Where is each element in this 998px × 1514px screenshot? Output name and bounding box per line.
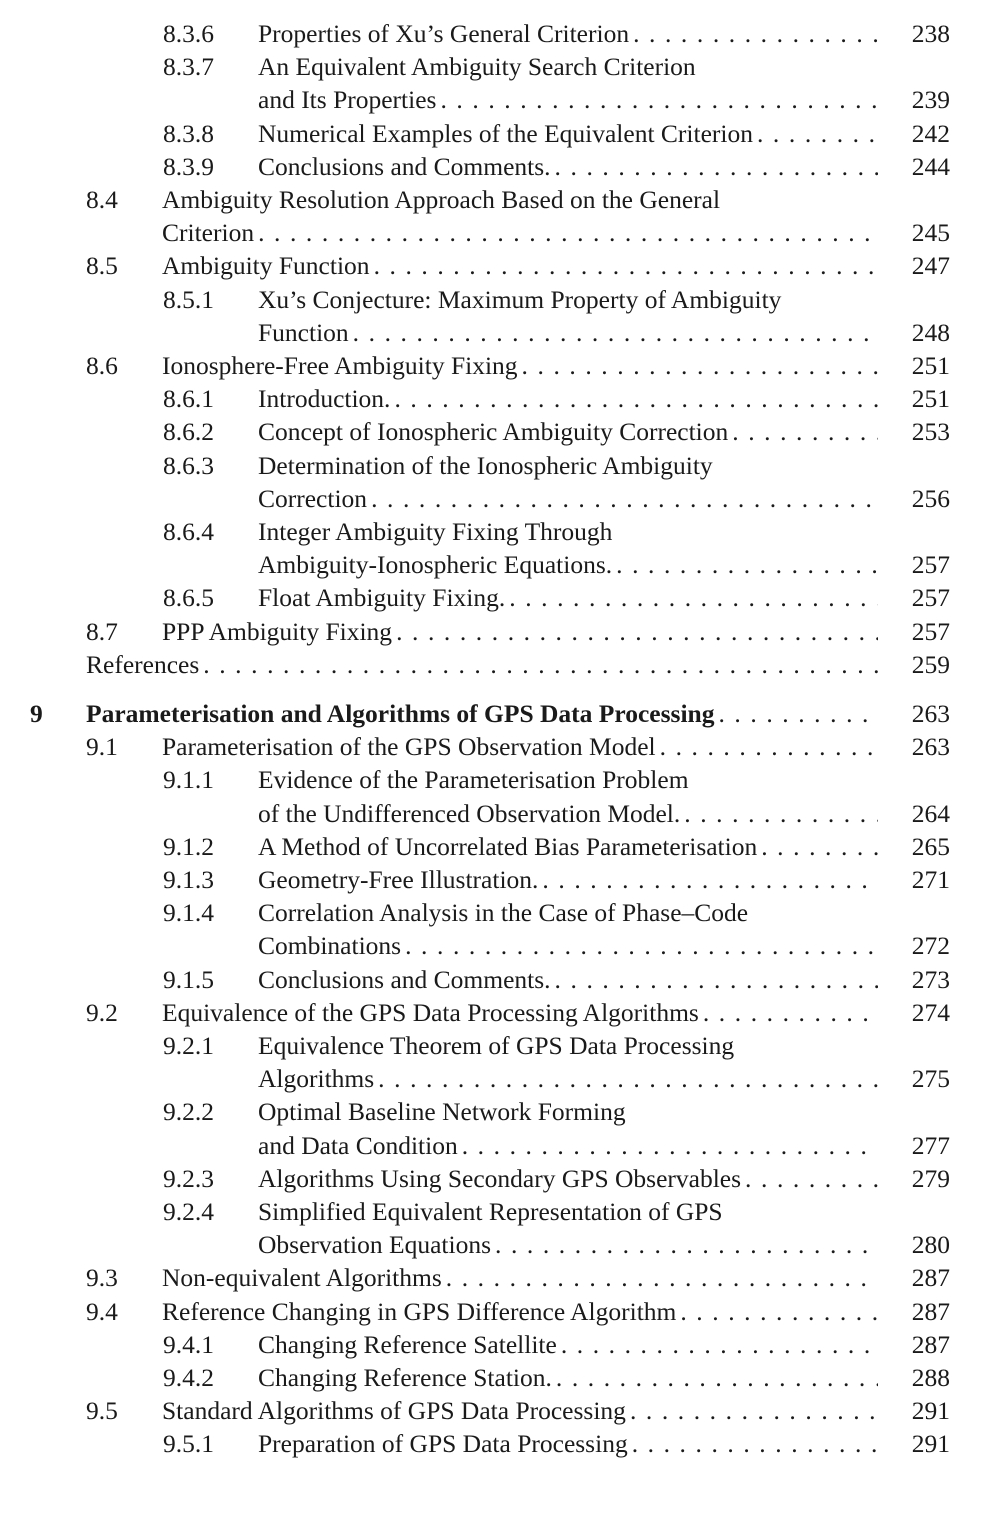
toc-entry — [0, 17, 998, 50]
toc-entry — [0, 249, 998, 282]
toc-entry-number: 9.2 — [86, 997, 118, 1027]
toc-entry — [0, 1295, 998, 1328]
dot-leader — [542, 863, 878, 896]
toc-entry-title: Reference Changing in GPS Difference Algorithm — [162, 1296, 677, 1326]
toc-entry-title: Concept of Ionospheric Ambiguity Correction — [258, 417, 729, 447]
toc-entry-number: 8.6.2 — [163, 417, 214, 447]
toc-entry-number: 8.6.3 — [163, 450, 214, 480]
dot-leader — [446, 1261, 878, 1294]
toc-entry-title: Simplified Equivalent Representation of GPS — [258, 1197, 723, 1226]
toc-entry — [0, 615, 998, 648]
toc-entry-title: Algorithms Using Secondary GPS Observables — [258, 1163, 742, 1193]
toc-entry-title: Criterion — [162, 218, 255, 248]
toc-entry-title: Equivalence of the GPS Data Processing Algorithms — [162, 997, 699, 1027]
toc-entry-number: 9.5 — [86, 1396, 118, 1426]
toc-entry-title: Geometry-Free Illustration. — [258, 865, 539, 894]
toc-page-number: 256 — [911, 483, 950, 513]
toc-entry — [0, 150, 998, 183]
toc-entry — [0, 382, 998, 415]
toc-entry-number: 8.6.5 — [163, 583, 214, 613]
toc-entry-title: A Method of Uncorrelated Bias Parameterisation — [258, 831, 758, 861]
toc-page-number: 239 — [911, 85, 950, 115]
toc-entry-title: Integer Ambiguity Fixing Through — [258, 517, 613, 546]
toc-entry-number: 9.1.2 — [163, 831, 214, 861]
toc-entry-number: 9.1 — [86, 732, 118, 762]
toc-entry-title: Numerical Examples of the Equivalent Criterion — [258, 118, 753, 148]
dot-leader — [632, 1427, 878, 1460]
toc-entry-title: Correlation Analysis in the Case of Phase–Code — [258, 898, 749, 928]
dot-leader — [745, 1162, 878, 1195]
toc-entry-title: Ambiguity Function — [162, 251, 370, 281]
toc-entry-title: and Data Condition — [258, 1130, 458, 1160]
toc-entry — [0, 896, 998, 962]
dot-leader — [703, 996, 878, 1029]
toc-entry — [0, 1162, 998, 1195]
toc-entry — [0, 996, 998, 1029]
toc-entry-title: Properties of Xu’s General Criterion — [258, 19, 630, 48]
toc-page-number: 263 — [911, 732, 950, 762]
toc-entry — [0, 1328, 998, 1361]
toc-entry-title: Algorithms — [258, 1064, 375, 1094]
dot-leader — [561, 1328, 878, 1361]
toc-entry-title: An Equivalent Ambiguity Search Criterion — [258, 52, 696, 82]
toc-page-number: 238 — [911, 19, 950, 48]
toc-page-number: 257 — [911, 550, 950, 580]
toc-entry-number: 8.6.4 — [163, 517, 214, 546]
dot-leader — [203, 648, 878, 681]
toc-entry — [0, 1427, 998, 1460]
toc-page-number: 265 — [911, 831, 950, 861]
toc-page-number: 257 — [911, 616, 950, 646]
toc-entry-number: 9.1.4 — [163, 898, 214, 928]
toc-entry-title: Correction — [258, 483, 368, 513]
toc-page-number: 253 — [911, 417, 950, 447]
toc-page-number: 272 — [911, 931, 950, 961]
toc-page-number: 244 — [911, 151, 950, 181]
dot-leader — [556, 1361, 878, 1394]
toc-entry-number: 9.3 — [86, 1263, 118, 1293]
toc-entry-title: Function — [258, 317, 349, 347]
toc-page-number: 264 — [911, 798, 950, 828]
toc-entry-number: 9.4 — [86, 1296, 118, 1326]
toc-entry-number: 9.1.5 — [163, 964, 214, 994]
toc-entry-title: Float Ambiguity Fixing. — [258, 583, 506, 613]
toc-entry-title: Observation Equations — [258, 1230, 491, 1260]
toc-entry — [0, 283, 998, 349]
toc-entry — [0, 349, 998, 382]
dot-leader — [396, 615, 878, 648]
toc-page-number: 287 — [911, 1296, 950, 1326]
toc-entry-title: Non-equivalent Algorithms — [162, 1263, 442, 1293]
toc-entry-number: 9 — [30, 699, 43, 728]
toc-page-number: 277 — [911, 1130, 950, 1160]
dot-leader — [495, 1228, 878, 1261]
toc-entry-number: 8.5 — [86, 251, 118, 281]
toc-entry-title: Preparation of GPS Data Processing — [258, 1429, 628, 1459]
toc-entry — [0, 1029, 998, 1095]
toc-page-number: 288 — [911, 1363, 950, 1392]
toc-entry — [0, 1394, 998, 1427]
toc-entry-title: Parameterisation of the GPS Observation Model — [162, 732, 656, 762]
dot-leader — [680, 1295, 878, 1328]
toc-chapter-entry — [0, 697, 998, 730]
toc-page-number: 257 — [911, 583, 950, 613]
toc-entry — [0, 415, 998, 448]
dot-leader — [440, 83, 878, 116]
toc-entry-title: PPP Ambiguity Fixing — [162, 616, 393, 646]
dot-leader — [509, 581, 878, 614]
toc-entry-title: Xu’s Conjecture: Maximum Property of Ambiguity — [258, 284, 782, 314]
toc-entry-title: Conclusions and Comments. — [258, 151, 551, 181]
toc-entry-number: 9.1.3 — [163, 865, 214, 894]
toc-page-number: 242 — [911, 118, 950, 148]
dot-leader — [761, 830, 878, 863]
toc-page-number: 274 — [911, 997, 950, 1027]
dot-leader — [630, 1394, 878, 1427]
dot-leader — [757, 117, 878, 150]
toc-entry-number: 9.4.1 — [163, 1329, 214, 1359]
toc-page-number: 245 — [911, 218, 950, 248]
toc-page-number: 280 — [911, 1230, 950, 1260]
toc-entry-title: Ionosphere-Free Ambiguity Fixing — [162, 351, 518, 380]
toc-entry — [0, 117, 998, 150]
toc-entry — [0, 963, 998, 996]
toc-page-number: 263 — [911, 699, 950, 728]
toc-entry — [0, 863, 998, 896]
toc-entry — [0, 730, 998, 763]
toc-entry-number: 9.5.1 — [163, 1429, 214, 1459]
toc-page-number: 248 — [911, 317, 950, 347]
toc-entry-number: 8.4 — [86, 185, 118, 214]
dot-leader — [378, 1062, 878, 1095]
toc-page-number: 275 — [911, 1064, 950, 1094]
toc-entry-title: Ambiguity-Ionospheric Equations. — [258, 550, 613, 580]
toc-entry-number: 8.5.1 — [163, 284, 214, 314]
dot-leader — [633, 17, 878, 50]
toc-entry-number: 8.3.7 — [163, 52, 214, 82]
toc-entry-title: Combinations — [258, 931, 402, 961]
toc-entry — [0, 1095, 998, 1161]
toc-entry-title: of the Undifferenced Observation Model. — [258, 798, 681, 828]
toc-entry-title: Conclusions and Comments. — [258, 964, 551, 994]
toc-entry-title: Determination of the Ionospheric Ambiguity — [258, 450, 713, 480]
dot-leader — [684, 797, 878, 830]
dot-leader — [522, 349, 878, 382]
toc-entry-number: 8.6.1 — [163, 384, 214, 414]
dot-leader — [555, 150, 878, 183]
toc-entry — [0, 50, 998, 116]
toc-page-number: 273 — [911, 964, 950, 994]
toc-entry-number: 8.3.6 — [163, 19, 214, 48]
dot-leader — [718, 697, 878, 730]
toc-entry — [0, 830, 998, 863]
toc-entry — [0, 1361, 998, 1394]
toc-entry — [0, 581, 998, 614]
toc-page-number: 251 — [911, 384, 950, 414]
dot-leader — [394, 382, 878, 415]
dot-leader — [462, 1129, 878, 1162]
dot-leader — [555, 963, 878, 996]
toc-page-number: 291 — [911, 1396, 950, 1426]
dot-leader — [371, 482, 878, 515]
dot-leader — [732, 415, 878, 448]
dot-leader — [405, 929, 878, 962]
toc-entry — [0, 449, 998, 515]
toc-entry-number: 8.3.8 — [163, 118, 214, 148]
toc-entry-title: Equivalence Theorem of GPS Data Processing — [258, 1031, 735, 1060]
toc-page-number: 247 — [911, 251, 950, 281]
toc-entry-number: 9.2.2 — [163, 1097, 214, 1127]
toc-entry-title: Introduction. — [258, 384, 391, 414]
toc-entry-number: 9.2.1 — [163, 1031, 214, 1060]
toc-entry-number: 9.1.1 — [163, 765, 214, 795]
toc-entry-number: 9.2.4 — [163, 1197, 214, 1226]
toc-page-number: 287 — [911, 1329, 950, 1359]
dot-leader — [660, 730, 878, 763]
toc-entry-title: Changing Reference Station. — [258, 1363, 552, 1392]
toc-page-number: 279 — [911, 1163, 950, 1193]
dot-leader — [616, 548, 878, 581]
toc-entry-number: 8.3.9 — [163, 151, 214, 181]
toc-entry-title: and Its Properties — [258, 85, 437, 115]
toc-entry-title: Changing Reference Satellite — [258, 1329, 557, 1359]
toc-page-number: 287 — [911, 1263, 950, 1293]
toc-entry-title: Standard Algorithms of GPS Data Processing — [162, 1396, 626, 1426]
dot-leader — [353, 316, 878, 349]
toc-entry-number: 9.2.3 — [163, 1163, 214, 1193]
toc-entry-title: Evidence of the Parameterisation Problem — [258, 765, 689, 795]
toc-entry — [0, 648, 998, 681]
toc-page-number: 259 — [911, 649, 950, 679]
toc-entry — [0, 1195, 998, 1261]
toc-entry — [0, 1261, 998, 1294]
toc-entry-title: References — [86, 649, 200, 679]
toc-entry-number: 9.4.2 — [163, 1363, 214, 1392]
toc-entry — [0, 515, 998, 581]
toc-page-number: 291 — [911, 1429, 950, 1459]
dot-leader — [374, 249, 878, 282]
toc-entry-title: Optimal Baseline Network Forming — [258, 1097, 626, 1127]
toc-entry-title: Ambiguity Resolution Approach Based on the General — [162, 185, 721, 214]
toc-page-number: 271 — [911, 865, 950, 894]
toc-entry — [0, 763, 998, 829]
toc-entry-number: 8.6 — [86, 351, 118, 380]
dot-leader — [258, 216, 878, 249]
toc-entry-title: Parameterisation and Algorithms of GPS Data Processing — [86, 699, 715, 728]
toc-entry-number: 8.7 — [86, 616, 118, 646]
toc-entry — [0, 183, 998, 249]
toc-page-number: 251 — [911, 351, 950, 380]
